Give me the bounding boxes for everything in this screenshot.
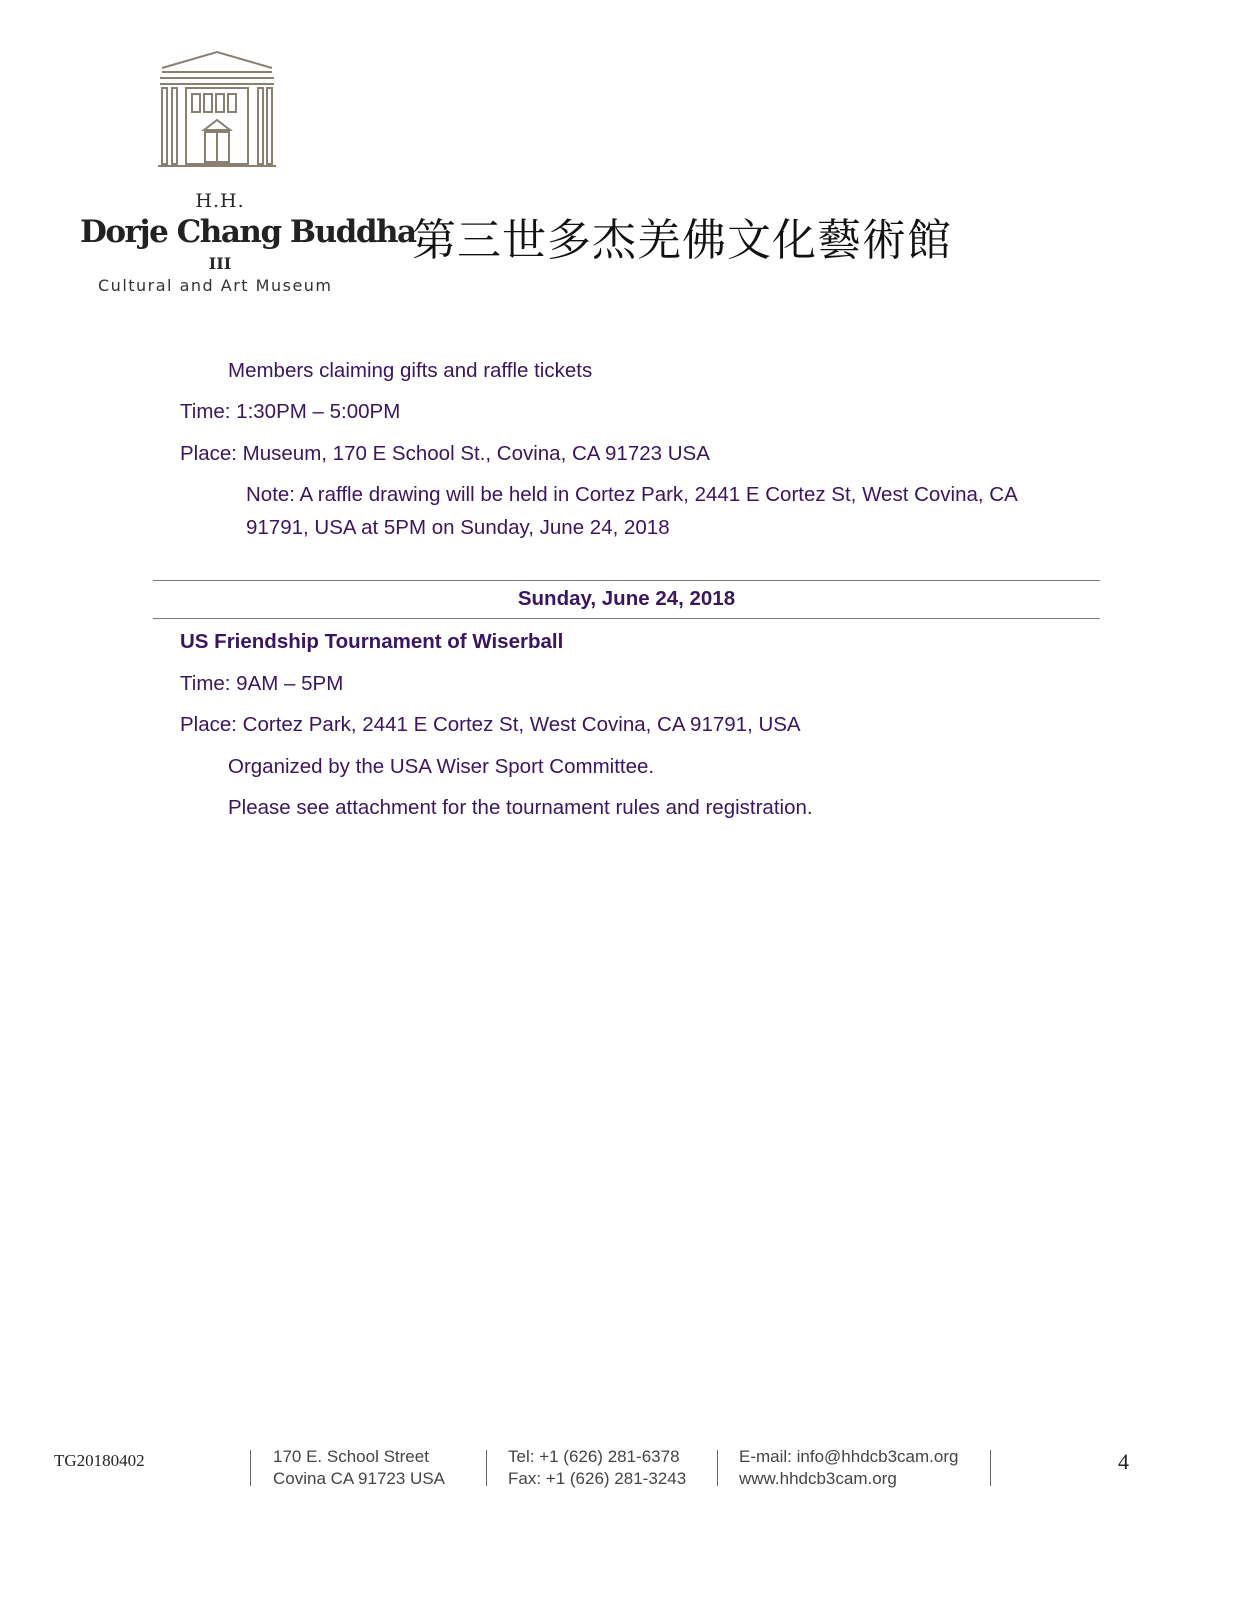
- footer-email: E-mail: info@hhdcb3cam.org: [739, 1447, 959, 1466]
- footer-phone: [508, 1446, 686, 1490]
- footer-address-line2: Covina CA 91723 USA: [273, 1469, 445, 1488]
- logo-hh-text: H.H.: [195, 190, 245, 212]
- section2-title: US Friendship Tournament of Wiserball: [180, 630, 564, 653]
- logo-iii-text: III: [208, 254, 232, 273]
- footer-separator: [250, 1450, 251, 1486]
- footer-separator: [717, 1450, 718, 1486]
- page-number: 4: [1118, 1449, 1129, 1474]
- section1-time: Time: 1:30PM – 5:00PM: [180, 400, 401, 423]
- section1-place: Place: Museum, 170 E School St., Covina, CA 91723 USA: [180, 442, 710, 465]
- footer-separator: [990, 1450, 991, 1486]
- day-header-top-rule: [153, 580, 1100, 581]
- day-header-bottom-rule: [153, 618, 1100, 619]
- section1-note-line1: Note: A raffle drawing will be held in Cortez Park, 2441 E Cortez St, West Covina, CA: [246, 483, 1018, 506]
- footer-separator: [486, 1450, 487, 1486]
- logo-name-text: Dorje Chang Buddha: [80, 214, 416, 250]
- day-header: Sunday, June 24, 2018: [517, 587, 736, 610]
- document-id: TG20180402: [54, 1451, 145, 1470]
- museum-logo: [70, 48, 416, 308]
- section2-place: Place: Cortez Park, 2441 E Cortez St, West Covina, CA 91791, USA: [180, 713, 801, 736]
- footer-fax: Fax: +1 (626) 281-3243: [508, 1469, 687, 1488]
- section1-heading: Members claiming gifts and raffle tickets: [228, 359, 593, 382]
- footer-website: www.hhdcb3cam.org: [739, 1469, 897, 1488]
- section2-organizer: Organized by the USA Wiser Sport Committee.: [228, 755, 655, 778]
- section2-attachment: Please see attachment for the tournament rules and registration.: [228, 796, 813, 819]
- footer-tel: Tel: +1 (626) 281-6378: [508, 1447, 680, 1466]
- logo-subtitle: Cultural and Art Museum: [98, 276, 333, 295]
- footer-address: [273, 1446, 445, 1490]
- footer-address-line1: 170 E. School Street: [273, 1447, 429, 1466]
- section1-note-line2: 91791, USA at 5PM on Sunday, June 24, 2018: [246, 516, 670, 539]
- section2-time: Time: 9AM – 5PM: [180, 672, 344, 695]
- museum-building-icon: [158, 48, 276, 170]
- footer-contact: [739, 1446, 958, 1490]
- chinese-title: 第三世多杰羌佛文化藝術館: [412, 215, 952, 266]
